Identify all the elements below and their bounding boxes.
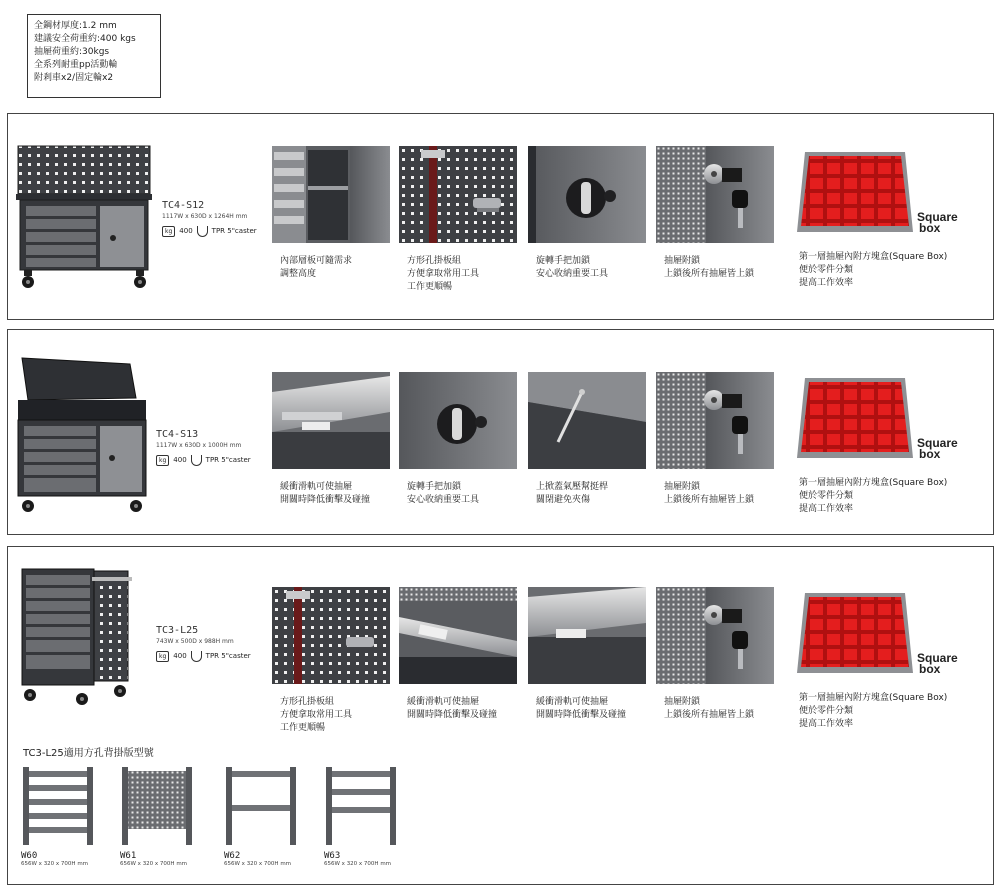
feature-caption: 第一層抽屜內附方塊盒(Square Box) <box>799 478 948 488</box>
feature-caption: 抽屜附鎖 <box>664 256 701 266</box>
feature-card <box>272 587 390 735</box>
rack-code: W61 <box>120 851 137 861</box>
rack-dimensions: 656W x 320 x 700H mm <box>324 861 392 867</box>
model-name: TC4-S12 <box>162 200 205 211</box>
feature-caption: 安心收納重要工具 <box>536 269 609 279</box>
feature-caption: 便於零件分類 <box>799 265 854 275</box>
feature-caption: 緩衝滑軌可使抽屜 <box>280 482 353 492</box>
rack-dimensions: 656W x 320 x 700H mm <box>224 861 292 867</box>
feature-caption: 便於零件分類 <box>799 706 854 716</box>
feature-caption: 上鎖後所有抽屜皆上鎖 <box>664 269 755 279</box>
drawer-lock-photo <box>656 146 774 243</box>
weight-icon: kg <box>162 226 175 237</box>
rack-item <box>224 765 314 867</box>
feature-caption: 開關時降低衝擊及碰撞 <box>280 495 371 505</box>
product-panel-tc4-s12 <box>7 113 994 320</box>
feature-caption: 方便拿取常用工具 <box>407 269 480 279</box>
rotary-handle-lock-photo <box>399 372 517 469</box>
spec-line: 建議安全荷重約:400 kgs <box>34 34 136 44</box>
feature-card <box>528 587 646 722</box>
pegboard-rack-image <box>120 765 194 847</box>
feature-card <box>528 146 646 281</box>
feature-caption: 第一層抽屜內附方塊盒(Square Box) <box>799 693 948 703</box>
gas-strut-lid-photo <box>528 372 646 469</box>
frame-rack-image <box>224 765 298 847</box>
rack-dimensions: 656W x 320 x 700H mm <box>120 861 188 867</box>
spec-line: 全系列耐重pp活動輪 <box>34 60 118 70</box>
feature-caption: 調整高度 <box>280 269 317 279</box>
feature-caption: 上鎖後所有抽屜皆上鎖 <box>664 495 755 505</box>
rack-dimensions: 656W x 320 x 700H mm <box>21 861 89 867</box>
model-info <box>156 429 251 466</box>
rack-item <box>21 765 111 867</box>
feature-caption: 提高工作效率 <box>799 719 854 729</box>
feature-caption: 工作更順暢 <box>407 282 453 292</box>
load-value: 400 <box>173 456 187 464</box>
pegboard-hooks-photo <box>272 587 390 684</box>
model-name: TC3-L25 <box>156 625 199 636</box>
product-panel-tc4-s13 <box>7 329 994 535</box>
feature-caption: 安心收納重要工具 <box>407 495 480 505</box>
feature-caption: 開關時降低衝擊及碰撞 <box>536 710 627 720</box>
feature-caption: 提高工作效率 <box>799 278 854 288</box>
load-value: 400 <box>179 227 193 235</box>
feature-card <box>399 587 517 722</box>
model-dimensions: 1117W x 630D x 1000H mm <box>156 442 242 449</box>
feature-caption: 方便拿取常用工具 <box>280 710 353 720</box>
model-info <box>162 200 257 237</box>
rack-code: W63 <box>324 851 341 861</box>
caster-label: TPR 5"caster <box>205 652 251 660</box>
feature-caption: 旋轉手把加鎖 <box>536 256 591 266</box>
soft-close-slide-photo <box>272 372 390 469</box>
feature-card <box>656 372 774 507</box>
drawer-lock-photo <box>656 587 774 684</box>
soft-close-slide-photo <box>399 587 517 684</box>
spec-line: 抽屜荷重約:30kgs <box>34 47 110 57</box>
feature-caption: 抽屜附鎖 <box>664 482 701 492</box>
feature-caption: 關閉避免夾傷 <box>536 495 591 505</box>
square-box-tray-photo <box>791 146 921 243</box>
model-info <box>156 625 251 662</box>
model-dimensions: 1117W x 630D x 1264H mm <box>162 213 248 220</box>
square-box-label: Square box <box>917 436 958 461</box>
feature-caption: 第一層抽屜內附方塊盒(Square Box) <box>799 252 948 262</box>
square-box-tray-photo <box>791 372 921 469</box>
load-value: 400 <box>173 652 187 660</box>
weight-icon: kg <box>156 455 169 466</box>
feature-caption: 上掀蓋氣壓幫挺桿 <box>536 482 609 492</box>
product-panel-tc3-l25 <box>7 546 994 885</box>
adjustable-shelf-photo <box>272 146 390 243</box>
feature-caption: 緩衝滑軌可使抽屜 <box>536 697 609 707</box>
rack-item <box>120 765 210 867</box>
square-box-feature <box>791 372 981 516</box>
drawer-lock-photo <box>656 372 774 469</box>
rotary-handle-lock-photo <box>528 146 646 243</box>
caster-label: TPR 5"caster <box>205 456 251 464</box>
spec-line: 全鋼材厚度:1.2 mm <box>34 21 117 31</box>
frame-rack-image <box>324 765 398 847</box>
feature-caption: 提高工作效率 <box>799 504 854 514</box>
square-box-tray-photo <box>791 587 921 684</box>
caster-icon <box>197 226 208 237</box>
tall-tool-trolley-image <box>16 565 136 715</box>
tool-cabinet-with-pegboard-image <box>16 142 156 292</box>
spec-line: 附剎車x2/固定輪x2 <box>34 73 114 83</box>
caster-icon <box>191 651 202 662</box>
feature-caption: 開關時降低衝擊及碰撞 <box>407 710 498 720</box>
soft-close-slide-photo <box>528 587 646 684</box>
feature-caption: 內部層板可隨需求 <box>280 256 353 266</box>
rack-item <box>324 765 414 867</box>
feature-caption: 方形孔掛板組 <box>280 697 335 707</box>
tool-chest-with-lid-image <box>14 354 154 519</box>
louvered-rack-image <box>21 765 95 847</box>
feature-card <box>399 372 517 507</box>
square-box-label: Square box <box>917 651 958 676</box>
spec-summary <box>27 14 161 98</box>
feature-caption: 旋轉手把加鎖 <box>407 482 462 492</box>
caster-label: TPR 5"caster <box>211 227 257 235</box>
square-box-feature <box>791 146 981 290</box>
model-dimensions: 743W x 500D x 988H mm <box>156 638 234 645</box>
square-box-label: Square box <box>917 210 958 235</box>
rack-code: W60 <box>21 851 38 861</box>
model-name: TC4-S13 <box>156 429 199 440</box>
feature-card <box>656 587 774 722</box>
feature-card <box>272 372 390 507</box>
rack-section-title: TC3-L25適用方孔背掛版型號 <box>23 748 154 759</box>
feature-caption: 上鎖後所有抽屜皆上鎖 <box>664 710 755 720</box>
feature-caption: 工作更順暢 <box>280 723 326 733</box>
rack-code: W62 <box>224 851 241 861</box>
feature-card <box>656 146 774 281</box>
feature-caption: 方形孔掛板組 <box>407 256 462 266</box>
feature-caption: 便於零件分類 <box>799 491 854 501</box>
feature-card <box>528 372 646 507</box>
weight-icon: kg <box>156 651 169 662</box>
pegboard-hooks-photo <box>399 146 517 243</box>
caster-icon <box>191 455 202 466</box>
feature-caption: 緩衝滑軌可使抽屜 <box>407 697 480 707</box>
feature-card <box>272 146 390 281</box>
feature-card <box>399 146 517 294</box>
feature-caption: 抽屜附鎖 <box>664 697 701 707</box>
square-box-feature <box>791 587 981 731</box>
